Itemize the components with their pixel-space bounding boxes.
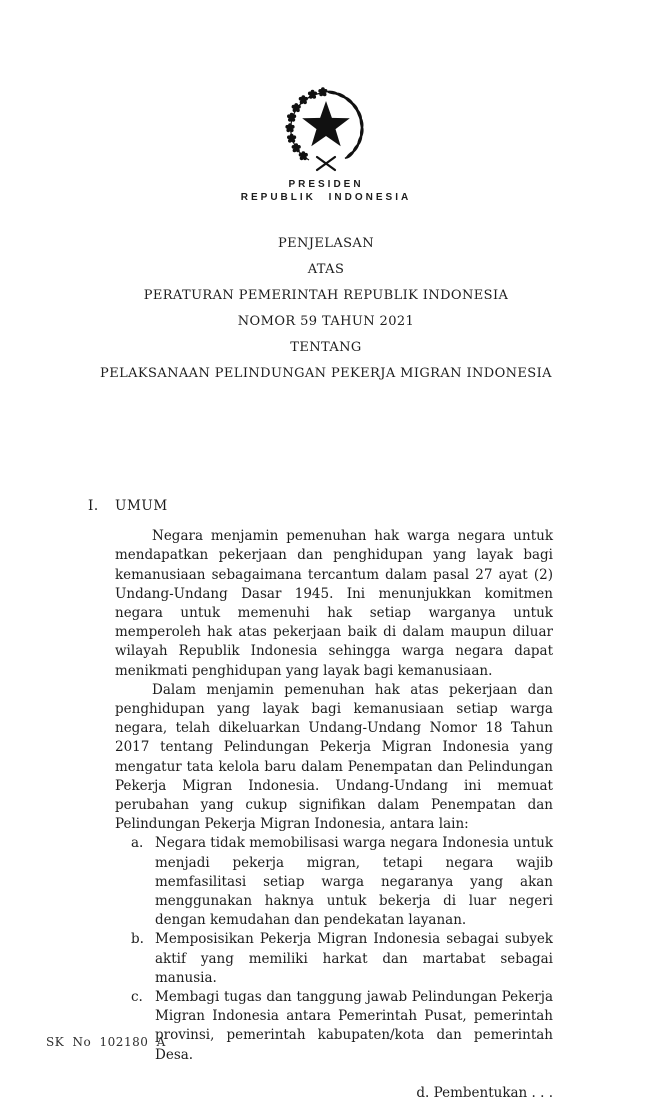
catchword-next-page: d. Pembentukan . . . bbox=[416, 1084, 553, 1101]
paragraph: Negara menjamin pemenuhan hak warga negara untuk mendapatkan pekerjaan dan penghidupan yang layak bagi kemanusiaan sebagaimana tercantum dalam pasal 27 ayat (2) Undang-Undang Dasar 1945. Ini menunjukkan komitmen negara untuk memenuhi hak setiap warganya untuk memperoleh hak atas pekerjaan baik di dalam maupun diluar wilayah Republik Indonesia sehingga warga negara dapat menikmati penghidupan yang layak bagi kemanusiaan. bbox=[115, 528, 553, 679]
section-numeral: I. bbox=[88, 498, 99, 514]
paragraph: Dalam menjamin pemenuhan hak atas pekerjaan dan penghidupan yang layak bagi kemanusiaan setiap warga negara, telah dikeluarkan Undang-Undang Nomor 18 Tahun 2017 tentang Pelindungan Pekerja Migran Indonesia yang mengatur tata kelola baru dalam Penempatan dan Pelindungan Pekerja Migran Indonesia. Undang-Undang ini memuat perubahan yang cukup signifikan dalam Penempatan dan Pelindungan Pekerja Migran Indonesia, antara lain: bbox=[115, 681, 553, 833]
title-regulation-subject: PELAKSANAAN PELINDUNGAN PEKERJA MIGRAN INDONESIA bbox=[100, 366, 552, 381]
letterhead bbox=[0, 179, 652, 204]
letterhead-presiden: PRESIDEN bbox=[288, 179, 364, 190]
title-atas: ATAS bbox=[307, 262, 345, 277]
title-penjelasan: PENJELASAN bbox=[277, 236, 374, 251]
list-item-text: Memposisikan Pekerja Migran Indonesia sebagai subyek aktif yang memiliki harkat dan martabat sebagai manusia. bbox=[155, 931, 553, 986]
document-control-number: SK No 102180 A bbox=[46, 1035, 166, 1049]
crossed-stems-icon bbox=[317, 157, 335, 170]
list-item bbox=[115, 930, 553, 988]
list-marker: c. bbox=[131, 989, 143, 1006]
presidential-seal-icon bbox=[276, 88, 376, 172]
document-page bbox=[0, 88, 652, 1101]
list-marker: a. bbox=[131, 835, 144, 852]
list-item bbox=[115, 988, 553, 1065]
list-item-text: Negara tidak memobilisasi warga negara Indonesia untuk menjadi pekerja migran, tetapi negara wajib memfasilitasi setiap warga negaranya yang akan menggunakan haknya untuk bekerja di luar negeri dengan kemudahan dan pendekatan layanan. bbox=[155, 835, 553, 929]
lettered-list bbox=[115, 834, 553, 1064]
title-tentang: TENTANG bbox=[290, 340, 362, 355]
list-item-text: Membagi tugas dan tanggung jawab Pelindungan Pekerja Migran Indonesia antara Pemerintah Pusat, pemerintah provinsi, pemerintah kabupaten/kota dan pemerintah Desa. bbox=[155, 989, 553, 1063]
list-marker: b. bbox=[131, 931, 144, 948]
title-regulation-number: NOMOR 59 TAHUN 2021 bbox=[237, 314, 415, 329]
list-item bbox=[115, 834, 553, 930]
document-title-block bbox=[0, 231, 652, 387]
star-icon bbox=[302, 101, 350, 146]
section-heading-umum bbox=[88, 497, 553, 516]
section-title: UMUM bbox=[115, 498, 168, 514]
letterhead-republik-indonesia: REPUBLIK INDONESIA bbox=[240, 191, 412, 203]
title-regulation-name: PERATURAN PEMERINTAH REPUBLIK INDONESIA bbox=[143, 288, 509, 303]
